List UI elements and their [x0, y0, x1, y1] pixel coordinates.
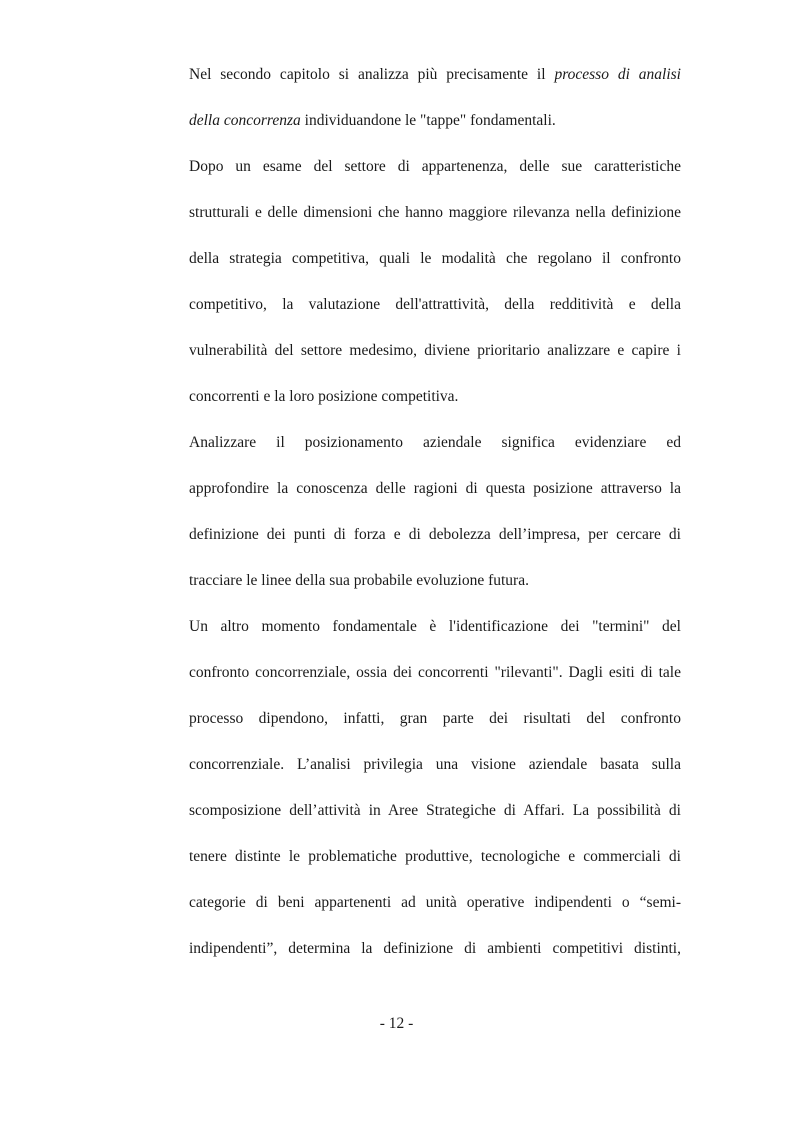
text-line: definizione dei punti di forza e di debolezza dell’impresa, per cercare di — [189, 526, 681, 543]
text-line: strutturali e delle dimensioni che hanno maggiore rilevanza nella definizione — [189, 204, 681, 221]
page-number: - 12 - — [379, 1015, 414, 1032]
text-line: concorrenziale. L’analisi privilegia una visione aziendale basata sulla — [189, 756, 681, 773]
text-line: tracciare le linee della sua probabile evoluzione futura. — [189, 572, 529, 589]
text-line: scomposizione dell’attività in Aree Strategiche di Affari. La possibilità di — [189, 802, 681, 819]
text-line: categorie di beni appartenenti ad unità operative indipendenti o “semi- — [189, 894, 681, 911]
text-line: processo dipendono, infatti, gran parte dei risultati del confronto — [189, 710, 681, 727]
text-line: indipendenti”, determina la definizione di ambienti competitivi distinti, — [189, 940, 681, 957]
text-line: Un altro momento fondamentale è l'identificazione dei "termini" del — [189, 618, 681, 635]
text-line: Dopo un esame del settore di appartenenza, delle sue caratteristiche — [189, 158, 681, 175]
document-body — [189, 63, 681, 983]
text-line: Analizzare il posizionamento aziendale significa evidenziare ed — [189, 434, 681, 451]
text-line — [189, 109, 681, 155]
italic-term: processo di analisi — [554, 66, 681, 83]
text-line — [189, 63, 681, 109]
italic-term: della concorrenza — [189, 112, 301, 129]
text-line: approfondire la conoscenza delle ragioni di questa posizione attraverso la — [189, 480, 681, 497]
text-line: della strategia competitiva, quali le modalità che regolano il confronto — [189, 250, 681, 267]
text-line: confronto concorrenziale, ossia dei concorrenti "rilevanti". Dagli esiti di tale — [189, 664, 681, 681]
text-segment: Nel secondo capitolo si analizza più precisamente il — [189, 66, 555, 83]
text-line: tenere distinte le problematiche produttive, tecnologiche e commerciali di — [189, 848, 681, 865]
text-segment: individuandone le "tappe" fondamentali. — [300, 112, 556, 129]
text-line: concorrenti e la loro posizione competitiva. — [189, 388, 459, 405]
text-line: vulnerabilità del settore medesimo, diviene prioritario analizzare e capire i — [189, 342, 681, 359]
text-line: competitivo, la valutazione dell'attrattività, della redditività e della — [189, 296, 681, 313]
